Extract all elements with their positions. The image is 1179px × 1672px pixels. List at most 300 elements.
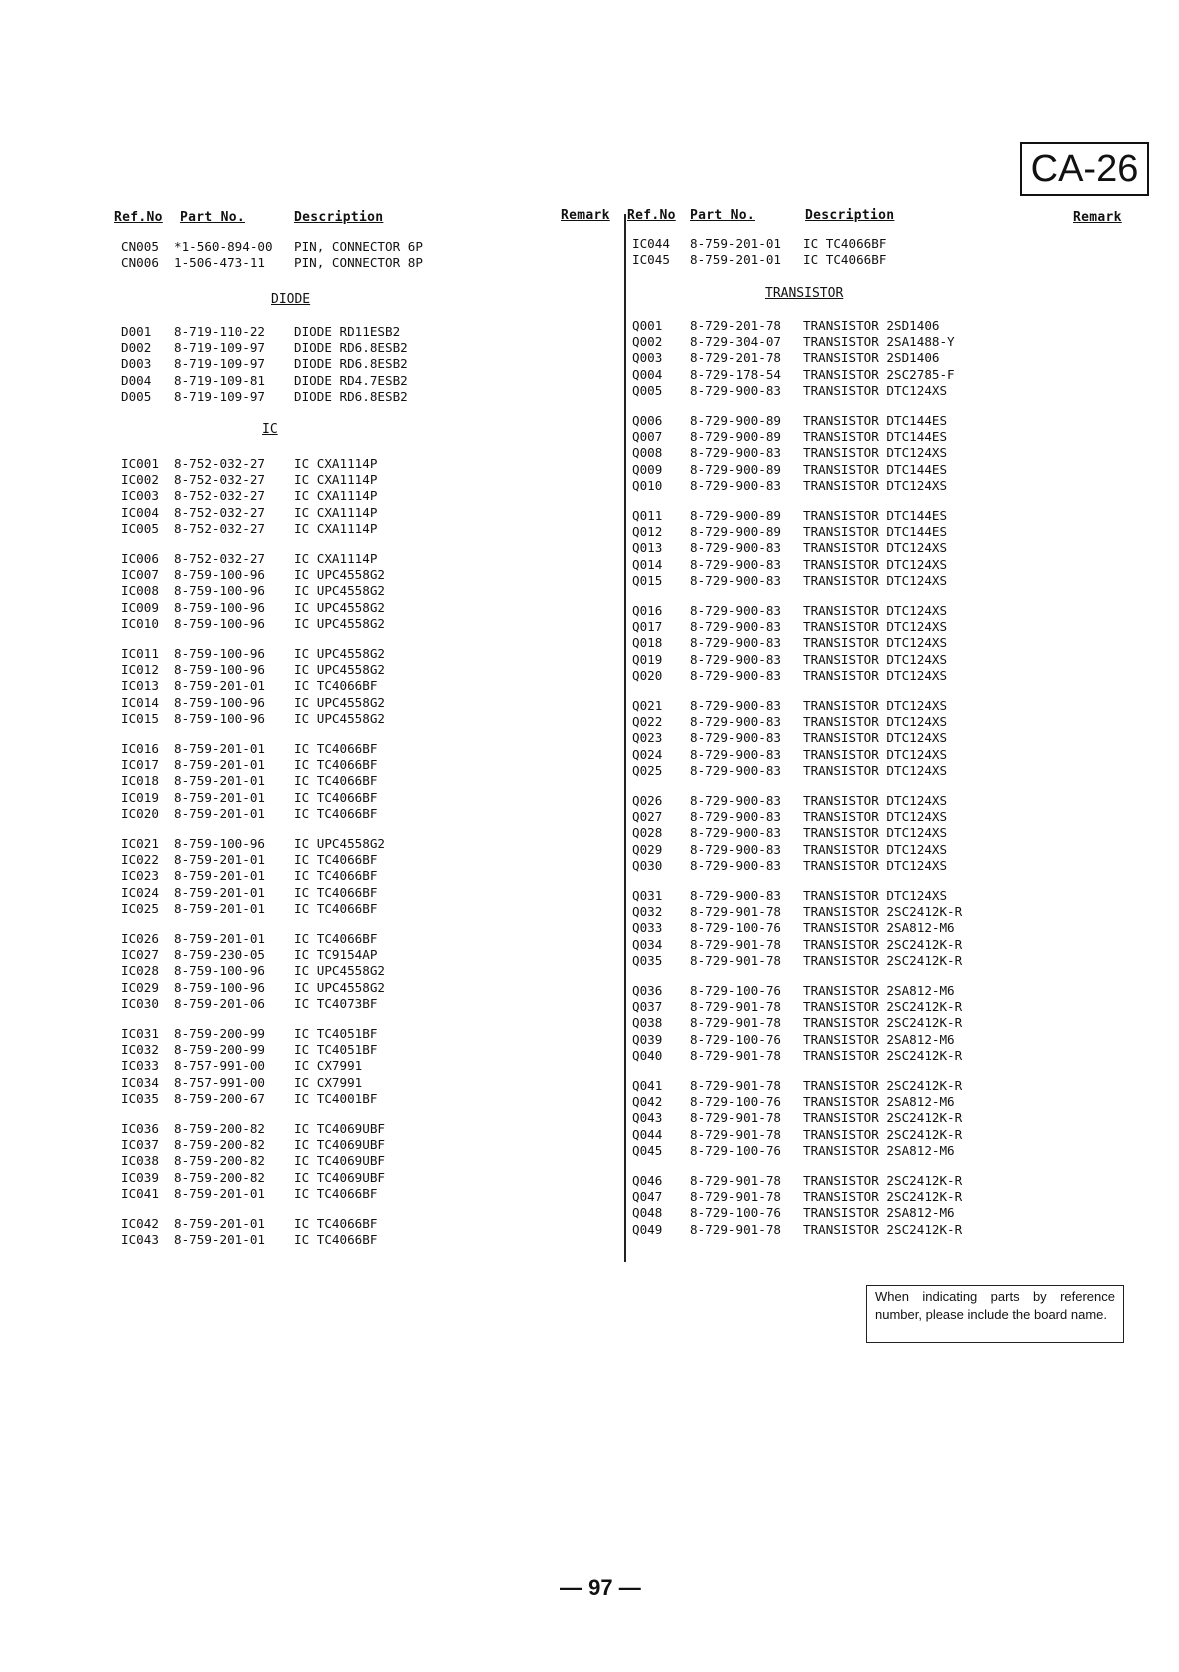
part-no-cell: 8-729-900-83 bbox=[690, 746, 781, 762]
description-cell: TRANSISTOR 2SC2412K-R bbox=[803, 1078, 963, 1093]
ref-no-cell: IC012 bbox=[121, 662, 159, 678]
part-no-cell: 8-729-901-78 bbox=[690, 1110, 781, 1126]
description-cell: TRANSISTOR DTC124XS bbox=[803, 635, 948, 651]
description-cell: TRANSISTOR DTC144ES bbox=[803, 461, 948, 477]
description-cell: DIODE RD6.8ESB2 bbox=[294, 388, 408, 404]
description-cell: IC TC4066BF bbox=[294, 757, 378, 773]
part-no-cell: 8-729-901-78 bbox=[690, 1015, 781, 1031]
description-cell: TRANSISTOR DTC124XS bbox=[803, 651, 948, 667]
part-no-cell: 8-759-201-01 bbox=[174, 773, 265, 789]
description-cell: IC TC4066BF bbox=[294, 1232, 378, 1248]
ref-no-cell: Q027 bbox=[632, 809, 663, 825]
ref-no-cell: Q040 bbox=[632, 1047, 663, 1063]
description-cell: IC TC4066BF bbox=[294, 741, 378, 756]
description-cell: IC CXA1114P bbox=[294, 504, 378, 520]
part-no-cell: 8-757-991-00 bbox=[174, 1058, 265, 1074]
part-no-cell: 8-759-201-01 bbox=[174, 805, 265, 821]
part-no-cell: 8-729-900-83 bbox=[690, 635, 781, 651]
part-no-cell: 8-729-900-83 bbox=[690, 714, 781, 730]
description-cell: TRANSISTOR 2SC2412K-R bbox=[803, 1047, 963, 1063]
part-no-cell: 8-729-201-78 bbox=[690, 318, 781, 333]
part-no-cell: 8-729-901-78 bbox=[690, 936, 781, 952]
ref-no-cell: Q006 bbox=[632, 413, 663, 428]
part-no-cell: 8-729-900-89 bbox=[690, 429, 781, 445]
description-cell: TRANSISTOR 2SD1406 bbox=[803, 350, 940, 366]
part-no-cell: 8-729-900-89 bbox=[690, 508, 781, 523]
part-no-cell: 8-729-900-83 bbox=[690, 762, 781, 778]
description-cell: PIN, CONNECTOR 6P bbox=[294, 239, 423, 254]
part-no-cell: 8-729-901-78 bbox=[690, 952, 781, 968]
ref-no-cell: Q024 bbox=[632, 746, 663, 762]
ref-no-cell: IC010 bbox=[121, 615, 159, 631]
ref-no-cell: Q029 bbox=[632, 841, 663, 857]
ref-no-cell: Q042 bbox=[632, 1094, 663, 1110]
ref-no-cell: Q011 bbox=[632, 508, 663, 523]
ref-no-cell: Q033 bbox=[632, 920, 663, 936]
part-no-cell: 8-759-201-01 bbox=[174, 868, 265, 884]
description-cell: PIN, CONNECTOR 8P bbox=[294, 255, 423, 271]
part-no-cell: 8-759-230-05 bbox=[174, 947, 265, 963]
part-no-cell: *1-560-894-00 bbox=[174, 239, 273, 254]
ref-no-cell: IC021 bbox=[121, 836, 159, 851]
ref-no-cell: IC023 bbox=[121, 868, 159, 884]
ref-no-cell: Q023 bbox=[632, 730, 663, 746]
description-cell: IC TC4066BF bbox=[803, 236, 887, 251]
description-cell: TRANSISTOR 2SA812-M6 bbox=[803, 920, 955, 936]
ref-no-cell: IC004 bbox=[121, 504, 159, 520]
part-no-cell: 8-729-900-83 bbox=[690, 572, 781, 588]
ref-no-cell: IC013 bbox=[121, 678, 159, 694]
left-header-remark: Remark bbox=[561, 208, 610, 223]
description-cell: TRANSISTOR DTC124XS bbox=[803, 825, 948, 841]
part-no-cell: 8-719-109-97 bbox=[174, 356, 265, 372]
part-no-cell: 8-759-100-96 bbox=[174, 583, 265, 599]
ref-no-cell: Q030 bbox=[632, 857, 663, 873]
description-cell: TRANSISTOR 2SA812-M6 bbox=[803, 1031, 955, 1047]
part-no-cell: 8-729-900-83 bbox=[690, 540, 781, 556]
part-no-cell: 8-729-901-78 bbox=[690, 1047, 781, 1063]
description-cell: IC UPC4558G2 bbox=[294, 615, 385, 631]
ref-no-cell: IC030 bbox=[121, 995, 159, 1011]
part-no-cell: 8-729-901-78 bbox=[690, 1126, 781, 1142]
ref-no-cell: Q020 bbox=[632, 667, 663, 683]
ref-no-cell: Q016 bbox=[632, 603, 663, 618]
part-no-cell: 8-759-200-82 bbox=[174, 1121, 265, 1136]
ref-no-cell: Q036 bbox=[632, 983, 663, 998]
ref-no-cell: Q031 bbox=[632, 888, 663, 903]
part-no-cell: 8-752-032-27 bbox=[174, 504, 265, 520]
ref-no-cell: Q010 bbox=[632, 477, 663, 493]
ref-no-cell: Q028 bbox=[632, 825, 663, 841]
part-no-cell: 8-729-900-83 bbox=[690, 556, 781, 572]
description-cell: DIODE RD6.8ESB2 bbox=[294, 356, 408, 372]
ref-no-cell: IC017 bbox=[121, 757, 159, 773]
description-cell: TRANSISTOR DTC124XS bbox=[803, 888, 948, 903]
ref-no-cell: IC003 bbox=[121, 488, 159, 504]
description-cell: TRANSISTOR 2SC2412K-R bbox=[803, 1189, 963, 1205]
part-no-cell: 8-759-201-01 bbox=[174, 741, 265, 756]
part-no-cell: 8-729-900-89 bbox=[690, 461, 781, 477]
description-cell: IC UPC4558G2 bbox=[294, 710, 385, 726]
left-header-ref-no: Ref.No bbox=[114, 210, 163, 225]
part-no-cell: 8-729-900-83 bbox=[690, 857, 781, 873]
ref-no-cell: IC001 bbox=[121, 456, 159, 471]
description-cell: IC TC4069UBF bbox=[294, 1121, 385, 1136]
ref-no-cell: Q044 bbox=[632, 1126, 663, 1142]
ref-no-cell: Q007 bbox=[632, 429, 663, 445]
description-cell: IC TC4051BF bbox=[294, 1042, 378, 1058]
ref-no-cell: Q046 bbox=[632, 1173, 663, 1188]
part-no-cell: 8-759-100-96 bbox=[174, 836, 265, 851]
ref-no-cell: IC024 bbox=[121, 884, 159, 900]
part-no-cell: 8-729-900-83 bbox=[690, 793, 781, 808]
description-cell: TRANSISTOR 2SA812-M6 bbox=[803, 1205, 955, 1221]
ref-no-cell: IC045 bbox=[632, 252, 670, 268]
part-no-cell: 8-752-032-27 bbox=[174, 488, 265, 504]
description-cell: IC CXA1114P bbox=[294, 488, 378, 504]
description-cell: TRANSISTOR DTC124XS bbox=[803, 572, 948, 588]
section-title-transistor: TRANSISTOR bbox=[765, 286, 844, 301]
ref-no-cell: Q004 bbox=[632, 366, 663, 382]
part-no-cell: 8-759-200-82 bbox=[174, 1153, 265, 1169]
ref-no-cell: Q037 bbox=[632, 999, 663, 1015]
ref-no-cell: IC035 bbox=[121, 1090, 159, 1106]
part-no-cell: 8-759-201-01 bbox=[174, 931, 265, 946]
part-no-cell: 8-729-900-83 bbox=[690, 603, 781, 618]
description-cell: IC TC4051BF bbox=[294, 1026, 378, 1041]
ref-no-cell: D002 bbox=[121, 340, 152, 356]
part-no-cell: 8-729-178-54 bbox=[690, 366, 781, 382]
part-no-cell: 8-759-200-99 bbox=[174, 1042, 265, 1058]
ref-no-cell: IC005 bbox=[121, 520, 159, 536]
description-cell: TRANSISTOR 2SC2412K-R bbox=[803, 1173, 963, 1188]
description-cell: IC UPC4558G2 bbox=[294, 979, 385, 995]
part-no-cell: 8-759-201-01 bbox=[690, 252, 781, 268]
description-cell: IC TC4066BF bbox=[294, 805, 378, 821]
description-cell: TRANSISTOR 2SC2412K-R bbox=[803, 1110, 963, 1126]
description-cell: IC UPC4558G2 bbox=[294, 963, 385, 979]
part-no-cell: 8-759-201-01 bbox=[174, 678, 265, 694]
ref-no-cell: Q032 bbox=[632, 904, 663, 920]
part-no-cell: 8-729-901-78 bbox=[690, 1078, 781, 1093]
description-cell: TRANSISTOR 2SC2412K-R bbox=[803, 999, 963, 1015]
description-cell: TRANSISTOR DTC124XS bbox=[803, 793, 948, 808]
description-cell: IC UPC4558G2 bbox=[294, 567, 385, 583]
ref-no-cell: IC044 bbox=[632, 236, 670, 251]
ref-no-cell: IC014 bbox=[121, 694, 159, 710]
part-no-cell: 8-729-901-78 bbox=[690, 904, 781, 920]
description-cell: IC TC4001BF bbox=[294, 1090, 378, 1106]
description-cell: TRANSISTOR DTC124XS bbox=[803, 841, 948, 857]
description-cell: TRANSISTOR 2SD1406 bbox=[803, 318, 940, 333]
description-cell: TRANSISTOR 2SC2412K-R bbox=[803, 952, 963, 968]
description-cell: TRANSISTOR DTC124XS bbox=[803, 445, 948, 461]
part-no-cell: 8-759-201-01 bbox=[174, 900, 265, 916]
ref-no-cell: Q045 bbox=[632, 1142, 663, 1158]
description-cell: TRANSISTOR DTC124XS bbox=[803, 746, 948, 762]
part-no-cell: 8-729-901-78 bbox=[690, 999, 781, 1015]
description-cell: TRANSISTOR 2SC2785-F bbox=[803, 366, 955, 382]
description-cell: IC TC4069UBF bbox=[294, 1153, 385, 1169]
description-cell: IC CXA1114P bbox=[294, 551, 378, 566]
description-cell: TRANSISTOR 2SC2412K-R bbox=[803, 936, 963, 952]
part-no-cell: 8-759-201-01 bbox=[174, 1185, 265, 1201]
description-cell: IC UPC4558G2 bbox=[294, 583, 385, 599]
ref-no-cell: IC008 bbox=[121, 583, 159, 599]
description-cell: TRANSISTOR 2SA1488-Y bbox=[803, 334, 955, 350]
description-cell: TRANSISTOR 2SA812-M6 bbox=[803, 1142, 955, 1158]
ref-no-cell: Q038 bbox=[632, 1015, 663, 1031]
part-no-cell: 8-729-900-83 bbox=[690, 730, 781, 746]
description-cell: TRANSISTOR DTC124XS bbox=[803, 619, 948, 635]
board-label: CA-26 bbox=[1020, 142, 1149, 196]
ref-no-cell: IC029 bbox=[121, 979, 159, 995]
description-cell: IC TC9154AP bbox=[294, 947, 378, 963]
ref-no-cell: Q026 bbox=[632, 793, 663, 808]
description-cell: IC CXA1114P bbox=[294, 520, 378, 536]
description-cell: IC TC4066BF bbox=[294, 1185, 378, 1201]
ref-no-cell: IC038 bbox=[121, 1153, 159, 1169]
description-cell: TRANSISTOR 2SC2412K-R bbox=[803, 1221, 963, 1237]
part-no-cell: 8-759-200-82 bbox=[174, 1169, 265, 1185]
description-cell: IC UPC4558G2 bbox=[294, 599, 385, 615]
part-no-cell: 8-729-900-89 bbox=[690, 524, 781, 540]
ref-no-cell: Q003 bbox=[632, 350, 663, 366]
part-no-cell: 8-752-032-27 bbox=[174, 472, 265, 488]
part-no-cell: 8-759-100-96 bbox=[174, 615, 265, 631]
part-no-cell: 8-729-100-76 bbox=[690, 920, 781, 936]
description-cell: IC UPC4558G2 bbox=[294, 694, 385, 710]
part-no-cell: 8-759-100-96 bbox=[174, 567, 265, 583]
ref-no-cell: Q012 bbox=[632, 524, 663, 540]
ref-no-cell: IC034 bbox=[121, 1074, 159, 1090]
part-no-cell: 8-729-900-83 bbox=[690, 825, 781, 841]
ref-no-cell: IC018 bbox=[121, 773, 159, 789]
ref-no-cell: IC036 bbox=[121, 1121, 159, 1136]
part-no-cell: 8-729-900-83 bbox=[690, 698, 781, 713]
description-cell: TRANSISTOR DTC124XS bbox=[803, 667, 948, 683]
description-cell: TRANSISTOR DTC124XS bbox=[803, 477, 948, 493]
ref-no-cell: IC009 bbox=[121, 599, 159, 615]
part-no-cell: 1-506-473-11 bbox=[174, 255, 265, 271]
ref-no-cell: Q013 bbox=[632, 540, 663, 556]
ref-no-cell: IC032 bbox=[121, 1042, 159, 1058]
right-header-remark: Remark bbox=[1073, 210, 1122, 225]
page-number: — 97 — bbox=[560, 1575, 641, 1600]
right-header-part-no: Part No. bbox=[690, 208, 756, 223]
description-cell: IC UPC4558G2 bbox=[294, 646, 385, 661]
part-no-cell: 8-759-201-01 bbox=[174, 757, 265, 773]
part-no-cell: 8-729-100-76 bbox=[690, 1205, 781, 1221]
part-no-cell: 8-719-110-22 bbox=[174, 324, 265, 339]
part-no-cell: 8-729-900-83 bbox=[690, 445, 781, 461]
ref-no-cell: D005 bbox=[121, 388, 152, 404]
part-no-cell: 8-729-901-78 bbox=[690, 1221, 781, 1237]
ref-no-cell: Q014 bbox=[632, 556, 663, 572]
description-cell: IC TC4066BF bbox=[294, 900, 378, 916]
part-no-cell: 8-729-900-83 bbox=[690, 667, 781, 683]
ref-no-cell: IC042 bbox=[121, 1216, 159, 1231]
part-no-cell: 8-729-100-76 bbox=[690, 1031, 781, 1047]
part-no-cell: 8-759-201-01 bbox=[690, 236, 781, 251]
ref-no-cell: Q021 bbox=[632, 698, 663, 713]
part-no-cell: 8-759-100-96 bbox=[174, 710, 265, 726]
description-cell: IC TC4066BF bbox=[803, 252, 887, 268]
description-cell: IC TC4066BF bbox=[294, 678, 378, 694]
part-no-cell: 8-759-100-96 bbox=[174, 694, 265, 710]
description-cell: TRANSISTOR 2SA812-M6 bbox=[803, 983, 955, 998]
description-cell: TRANSISTOR DTC124XS bbox=[803, 730, 948, 746]
part-no-cell: 8-729-100-76 bbox=[690, 1094, 781, 1110]
ref-no-cell: D001 bbox=[121, 324, 152, 339]
description-cell: IC CX7991 bbox=[294, 1058, 363, 1074]
left-header-description: Description bbox=[294, 210, 384, 225]
column-divider bbox=[624, 214, 626, 1262]
right-header-ref-no: Ref.No bbox=[627, 208, 676, 223]
ref-no-cell: Q039 bbox=[632, 1031, 663, 1047]
ref-no-cell: IC026 bbox=[121, 931, 159, 946]
ref-no-cell: IC007 bbox=[121, 567, 159, 583]
part-no-cell: 8-759-201-01 bbox=[174, 789, 265, 805]
description-cell: TRANSISTOR DTC124XS bbox=[803, 540, 948, 556]
ref-no-cell: Q017 bbox=[632, 619, 663, 635]
ref-no-cell: IC037 bbox=[121, 1137, 159, 1153]
ref-no-cell: IC043 bbox=[121, 1232, 159, 1248]
part-no-cell: 8-759-200-67 bbox=[174, 1090, 265, 1106]
ref-no-cell: IC006 bbox=[121, 551, 159, 566]
description-cell: IC CXA1114P bbox=[294, 472, 378, 488]
part-no-cell: 8-759-201-01 bbox=[174, 1232, 265, 1248]
ref-no-cell: IC020 bbox=[121, 805, 159, 821]
ref-no-cell: Q025 bbox=[632, 762, 663, 778]
description-cell: DIODE RD6.8ESB2 bbox=[294, 340, 408, 356]
ref-no-cell: Q002 bbox=[632, 334, 663, 350]
part-no-cell: 8-759-100-96 bbox=[174, 646, 265, 661]
part-no-cell: 8-729-900-83 bbox=[690, 651, 781, 667]
ref-no-cell: IC016 bbox=[121, 741, 159, 756]
description-cell: IC UPC4558G2 bbox=[294, 662, 385, 678]
ref-no-cell: Q034 bbox=[632, 936, 663, 952]
description-cell: TRANSISTOR DTC124XS bbox=[803, 809, 948, 825]
part-no-cell: 8-759-100-96 bbox=[174, 963, 265, 979]
ref-no-cell: CN005 bbox=[121, 239, 159, 254]
board-name-note: When indicating parts by reference number, please include the board name. bbox=[866, 1285, 1124, 1343]
ref-no-cell: IC039 bbox=[121, 1169, 159, 1185]
description-cell: TRANSISTOR 2SC2412K-R bbox=[803, 904, 963, 920]
ref-no-cell: IC033 bbox=[121, 1058, 159, 1074]
part-no-cell: 8-759-200-99 bbox=[174, 1026, 265, 1041]
ref-no-cell: Q035 bbox=[632, 952, 663, 968]
ref-no-cell: Q009 bbox=[632, 461, 663, 477]
ref-no-cell: IC015 bbox=[121, 710, 159, 726]
ref-no-cell: Q008 bbox=[632, 445, 663, 461]
ref-no-cell: IC031 bbox=[121, 1026, 159, 1041]
description-cell: IC CXA1114P bbox=[294, 456, 378, 471]
part-no-cell: 8-729-900-83 bbox=[690, 809, 781, 825]
part-no-cell: 8-759-201-01 bbox=[174, 852, 265, 868]
left-header-part-no: Part No. bbox=[180, 210, 246, 225]
description-cell: IC TC4066BF bbox=[294, 852, 378, 868]
part-no-cell: 8-759-200-82 bbox=[174, 1137, 265, 1153]
ref-no-cell: Q048 bbox=[632, 1205, 663, 1221]
ref-no-cell: IC011 bbox=[121, 646, 159, 661]
description-cell: IC CX7991 bbox=[294, 1074, 363, 1090]
part-no-cell: 8-759-201-06 bbox=[174, 995, 265, 1011]
description-cell: IC UPC4558G2 bbox=[294, 836, 385, 851]
part-no-cell: 8-729-100-76 bbox=[690, 983, 781, 998]
right-header-description: Description bbox=[805, 208, 895, 223]
ref-no-cell: D003 bbox=[121, 356, 152, 372]
description-cell: IC TC4066BF bbox=[294, 931, 378, 946]
description-cell: TRANSISTOR DTC124XS bbox=[803, 698, 948, 713]
description-cell: IC TC4066BF bbox=[294, 884, 378, 900]
description-cell: TRANSISTOR DTC144ES bbox=[803, 413, 948, 428]
ref-no-cell: Q001 bbox=[632, 318, 663, 333]
part-no-cell: 8-759-100-96 bbox=[174, 599, 265, 615]
description-cell: TRANSISTOR DTC124XS bbox=[803, 857, 948, 873]
section-title-diode: DIODE bbox=[271, 292, 311, 307]
description-cell: TRANSISTOR DTC144ES bbox=[803, 524, 948, 540]
ref-no-cell: Q015 bbox=[632, 572, 663, 588]
ref-no-cell: IC022 bbox=[121, 852, 159, 868]
part-no-cell: 8-759-201-01 bbox=[174, 1216, 265, 1231]
part-no-cell: 8-719-109-97 bbox=[174, 340, 265, 356]
description-cell: TRANSISTOR DTC144ES bbox=[803, 508, 948, 523]
description-cell: IC TC4066BF bbox=[294, 789, 378, 805]
ref-no-cell: Q019 bbox=[632, 651, 663, 667]
description-cell: DIODE RD4.7ESB2 bbox=[294, 372, 408, 388]
description-cell: IC TC4066BF bbox=[294, 868, 378, 884]
ref-no-cell: IC025 bbox=[121, 900, 159, 916]
description-cell: DIODE RD11ESB2 bbox=[294, 324, 401, 339]
ref-no-cell: Q049 bbox=[632, 1221, 663, 1237]
description-cell: TRANSISTOR DTC144ES bbox=[803, 429, 948, 445]
ref-no-cell: IC002 bbox=[121, 472, 159, 488]
part-no-cell: 8-757-991-00 bbox=[174, 1074, 265, 1090]
part-no-cell: 8-759-201-01 bbox=[174, 884, 265, 900]
description-cell: IC TC4066BF bbox=[294, 1216, 378, 1231]
ref-no-cell: IC028 bbox=[121, 963, 159, 979]
description-cell: TRANSISTOR 2SC2412K-R bbox=[803, 1015, 963, 1031]
ref-no-cell: CN006 bbox=[121, 255, 159, 271]
part-no-cell: 8-729-900-83 bbox=[690, 888, 781, 903]
description-cell: TRANSISTOR DTC124XS bbox=[803, 382, 948, 398]
part-no-cell: 8-752-032-27 bbox=[174, 551, 265, 566]
part-no-cell: 8-729-900-83 bbox=[690, 619, 781, 635]
part-no-cell: 8-729-900-89 bbox=[690, 413, 781, 428]
ref-no-cell: Q043 bbox=[632, 1110, 663, 1126]
ref-no-cell: Q022 bbox=[632, 714, 663, 730]
ref-no-cell: D004 bbox=[121, 372, 152, 388]
ref-no-cell: Q005 bbox=[632, 382, 663, 398]
part-no-cell: 8-752-032-27 bbox=[174, 456, 265, 471]
ref-no-cell: IC027 bbox=[121, 947, 159, 963]
description-cell: TRANSISTOR DTC124XS bbox=[803, 603, 948, 618]
description-cell: IC TC4069UBF bbox=[294, 1137, 385, 1153]
part-no-cell: 8-729-201-78 bbox=[690, 350, 781, 366]
description-cell: IC TC4066BF bbox=[294, 773, 378, 789]
part-no-cell: 8-729-304-07 bbox=[690, 334, 781, 350]
part-no-cell: 8-729-900-83 bbox=[690, 382, 781, 398]
ref-no-cell: Q041 bbox=[632, 1078, 663, 1093]
part-no-cell: 8-759-100-96 bbox=[174, 662, 265, 678]
part-no-cell: 8-729-901-78 bbox=[690, 1189, 781, 1205]
part-no-cell: 8-729-100-76 bbox=[690, 1142, 781, 1158]
description-cell: IC TC4069UBF bbox=[294, 1169, 385, 1185]
description-cell: IC TC4073BF bbox=[294, 995, 378, 1011]
ref-no-cell: Q018 bbox=[632, 635, 663, 651]
part-no-cell: 8-729-900-83 bbox=[690, 841, 781, 857]
